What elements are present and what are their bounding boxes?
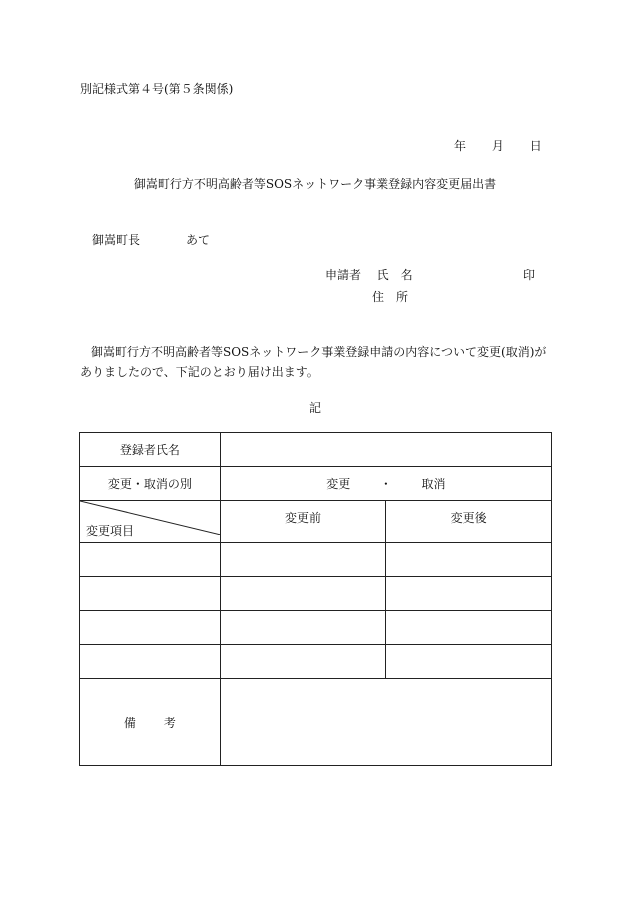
date-day: 日 xyxy=(529,139,542,153)
change-type-options[interactable] xyxy=(220,467,551,501)
before-cell[interactable] xyxy=(220,611,386,645)
applicant-address-label: 住 所 xyxy=(372,290,409,304)
table-row xyxy=(80,543,552,577)
body-text: 御嵩町行方不明高齢者等SOSネットワーク事業登録申請の内容について変更(取消)がありましたので、下記のとおり届け出ます。 xyxy=(80,345,547,379)
before-cell[interactable] xyxy=(220,543,386,577)
form-reference: 別記様式第４号(第５条関係) xyxy=(80,82,234,96)
ki-heading: 記 xyxy=(308,401,321,415)
addressee-name: 御嵩町長 xyxy=(92,233,141,247)
table-row xyxy=(80,645,552,679)
applicant-name-line xyxy=(325,266,413,283)
remarks-field[interactable] xyxy=(220,679,551,766)
header-row xyxy=(80,501,552,543)
before-cell[interactable] xyxy=(220,645,386,679)
change-table xyxy=(79,432,552,766)
change-type-label: 変更・取消の別 xyxy=(80,467,221,501)
document-title: 御嵩町行方不明高齢者等SOSネットワーク事業登録内容変更届出書 xyxy=(133,177,497,191)
after-cell[interactable] xyxy=(386,611,552,645)
applicant-label: 申請者 xyxy=(325,268,362,282)
change-type-row xyxy=(80,467,552,501)
addressee xyxy=(92,231,210,248)
applicant-name-label: 氏 名 xyxy=(376,268,413,282)
table-row xyxy=(80,611,552,645)
after-header: 変更後 xyxy=(386,501,552,543)
item-cell[interactable] xyxy=(80,577,221,611)
remarks-label-2: 考 xyxy=(163,715,176,730)
date-month: 月 xyxy=(491,139,504,153)
before-cell[interactable] xyxy=(220,577,386,611)
remarks-label-1: 備 xyxy=(123,715,136,730)
after-cell[interactable] xyxy=(386,577,552,611)
remarks-row xyxy=(80,679,552,766)
date-line xyxy=(454,137,542,154)
applicant-address-line xyxy=(372,288,408,305)
registrant-label: 登録者氏名 xyxy=(80,433,221,467)
cancel-option[interactable]: 取消 xyxy=(421,477,446,491)
item-cell[interactable] xyxy=(80,645,221,679)
table-row xyxy=(80,577,552,611)
item-cell[interactable] xyxy=(80,543,221,577)
item-label: 変更項目 xyxy=(86,524,135,538)
item-header-cell xyxy=(80,501,221,543)
remarks-label xyxy=(80,679,221,766)
after-cell[interactable] xyxy=(386,645,552,679)
item-cell[interactable] xyxy=(80,611,221,645)
after-cell[interactable] xyxy=(386,543,552,577)
registrant-row xyxy=(80,433,552,467)
registrant-field[interactable] xyxy=(220,433,551,467)
option-separator: ・ xyxy=(379,477,392,491)
date-year: 年 xyxy=(454,139,467,153)
addressee-suffix: あて xyxy=(186,233,211,247)
change-option[interactable]: 変更 xyxy=(326,477,351,491)
before-header: 変更前 xyxy=(220,501,386,543)
seal-mark: 印 xyxy=(523,268,536,282)
